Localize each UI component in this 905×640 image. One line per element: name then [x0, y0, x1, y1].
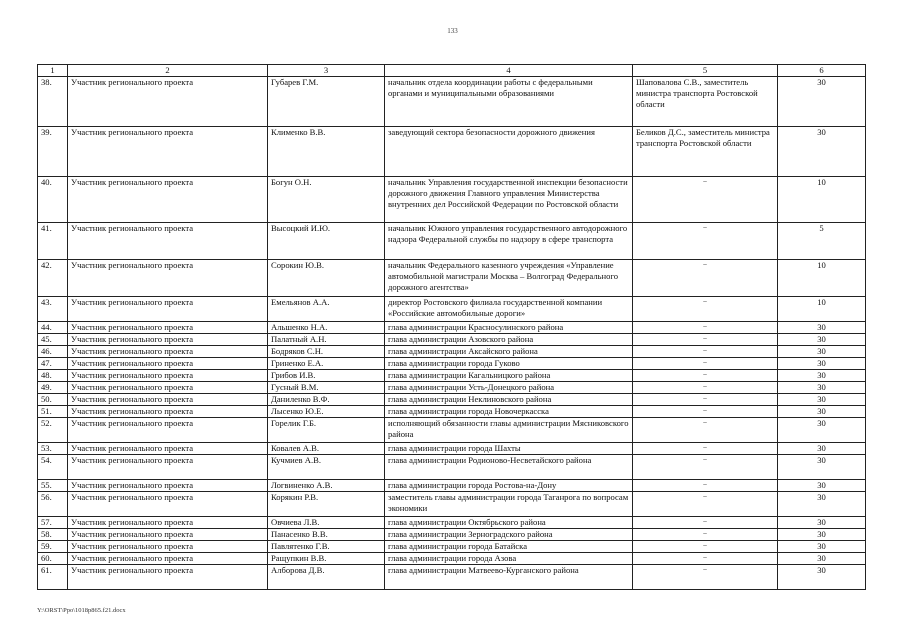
row-role: Участник регионального проекта	[68, 334, 268, 346]
row-position: заведующий сектора безопасности дорожного движения	[385, 127, 633, 177]
table-row	[38, 455, 866, 480]
row-value: 10	[778, 260, 866, 297]
row-name: Панасенко В.В.	[268, 529, 385, 541]
row-number: 47.	[38, 358, 68, 370]
header-col-4: 4	[385, 65, 633, 77]
row-role: Участник регионального проекта	[68, 418, 268, 443]
row-number: 39.	[38, 127, 68, 177]
table-row	[38, 553, 866, 565]
row-role: Участник регионального проекта	[68, 541, 268, 553]
table-row	[38, 358, 866, 370]
row-position: глава администрации Азовского района	[385, 334, 633, 346]
row-supervisor: –	[633, 382, 778, 394]
table-row	[38, 77, 866, 127]
table-row	[38, 223, 866, 260]
row-position: начальник отдела координации работы с федеральными органами и муниципальными образованиями	[385, 77, 633, 127]
row-position: глава администрации Усть-Донецкого района	[385, 382, 633, 394]
table-row	[38, 418, 866, 443]
row-role: Участник регионального проекта	[68, 517, 268, 529]
row-number: 44.	[38, 322, 68, 334]
row-position: глава администрации Октябрьского района	[385, 517, 633, 529]
table-row	[38, 370, 866, 382]
row-name: Клименко В.В.	[268, 127, 385, 177]
row-name: Павлятенко Г.В.	[268, 541, 385, 553]
row-role: Участник регионального проекта	[68, 77, 268, 127]
row-number: 54.	[38, 455, 68, 480]
row-position: директор Ростовского филиала государственной компании «Российские автомобильные дороги»	[385, 297, 633, 322]
row-supervisor: –	[633, 346, 778, 358]
row-supervisor: –	[633, 492, 778, 517]
row-value: 30	[778, 382, 866, 394]
table-row	[38, 346, 866, 358]
row-role: Участник регионального проекта	[68, 370, 268, 382]
table-row	[38, 260, 866, 297]
row-role: Участник регионального проекта	[68, 382, 268, 394]
row-supervisor: –	[633, 455, 778, 480]
row-name: Алборова Д.В.	[268, 565, 385, 590]
row-position: исполняющий обязанности главы администрации Мясниковского района	[385, 418, 633, 443]
row-name: Гусный В.М.	[268, 382, 385, 394]
row-supervisor: –	[633, 418, 778, 443]
row-position: глава администрации города Шахты	[385, 443, 633, 455]
row-supervisor: Шаповалова С.В., заместитель министра транспорта Ростовской области	[633, 77, 778, 127]
table-row	[38, 297, 866, 322]
row-supervisor: –	[633, 553, 778, 565]
row-position: глава администрации Зерноградского района	[385, 529, 633, 541]
row-role: Участник регионального проекта	[68, 529, 268, 541]
row-role: Участник регионального проекта	[68, 480, 268, 492]
row-position: глава администрации города Гуково	[385, 358, 633, 370]
row-role: Участник регионального проекта	[68, 297, 268, 322]
row-position: начальник Управления государственной инспекции безопасности дорожного движения Главного управления Министерства внутренних дел Российской Федерации по Ростовской области	[385, 177, 633, 223]
row-number: 53.	[38, 443, 68, 455]
row-name: Ковалев А.В.	[268, 443, 385, 455]
table-row	[38, 529, 866, 541]
row-role: Участник регионального проекта	[68, 223, 268, 260]
row-name: Лысенко Ю.Е.	[268, 406, 385, 418]
row-value: 30	[778, 455, 866, 480]
row-name: Грибов И.В.	[268, 370, 385, 382]
row-role: Участник регионального проекта	[68, 565, 268, 590]
row-value: 30	[778, 77, 866, 127]
table-row	[38, 406, 866, 418]
participants-table	[37, 64, 866, 590]
row-supervisor: –	[633, 297, 778, 322]
row-role: Участник регионального проекта	[68, 346, 268, 358]
row-number: 58.	[38, 529, 68, 541]
row-name: Логвиненко А.В.	[268, 480, 385, 492]
row-supervisor: –	[633, 480, 778, 492]
table-row	[38, 517, 866, 529]
row-supervisor: –	[633, 334, 778, 346]
footer-file-path: Y:\ORST\Ppo\1018p865.f21.docx	[37, 607, 126, 614]
row-number: 42.	[38, 260, 68, 297]
row-value: 30	[778, 541, 866, 553]
row-position: начальник Южного управления государственного автодорожного надзора Федеральной службы по надзору в сфере транспорта	[385, 223, 633, 260]
row-role: Участник регионального проекта	[68, 394, 268, 406]
row-supervisor: –	[633, 406, 778, 418]
row-value: 30	[778, 127, 866, 177]
row-number: 46.	[38, 346, 68, 358]
row-supervisor: –	[633, 443, 778, 455]
row-supervisor: –	[633, 177, 778, 223]
row-position: глава администрации города Батайска	[385, 541, 633, 553]
row-position: глава администрации города Новочеркасска	[385, 406, 633, 418]
table-row	[38, 492, 866, 517]
row-number: 38.	[38, 77, 68, 127]
row-value: 30	[778, 358, 866, 370]
row-value: 30	[778, 406, 866, 418]
table-row	[38, 394, 866, 406]
row-name: Бодряков С.Н.	[268, 346, 385, 358]
row-number: 52.	[38, 418, 68, 443]
row-number: 40.	[38, 177, 68, 223]
row-number: 43.	[38, 297, 68, 322]
row-role: Участник регионального проекта	[68, 177, 268, 223]
row-role: Участник регионального проекта	[68, 455, 268, 480]
header-col-6: 6	[778, 65, 866, 77]
row-position: заместитель главы администрации города Таганрога по вопросам экономики	[385, 492, 633, 517]
header-col-3: 3	[268, 65, 385, 77]
row-position: глава администрации Красносулинского района	[385, 322, 633, 334]
row-number: 61.	[38, 565, 68, 590]
row-role: Участник регионального проекта	[68, 492, 268, 517]
row-role: Участник регионального проекта	[68, 260, 268, 297]
table-row	[38, 382, 866, 394]
row-value: 30	[778, 565, 866, 590]
table-row	[38, 541, 866, 553]
row-role: Участник регионального проекта	[68, 553, 268, 565]
row-value: 30	[778, 370, 866, 382]
row-name: Сорокин Ю.В.	[268, 260, 385, 297]
row-position: глава администрации города Ростова-на-Дону	[385, 480, 633, 492]
row-position: начальник Федерального казенного учреждения «Управление автомобильной магистрали Москва – Волгоград Федерального дорожного агентства»	[385, 260, 633, 297]
row-supervisor: –	[633, 517, 778, 529]
row-value: 30	[778, 334, 866, 346]
row-name: Губарев Г.М.	[268, 77, 385, 127]
row-value: 10	[778, 297, 866, 322]
row-position: глава администрации города Азова	[385, 553, 633, 565]
row-name: Высоцкий И.Ю.	[268, 223, 385, 260]
row-name: Альшенко Н.А.	[268, 322, 385, 334]
row-number: 45.	[38, 334, 68, 346]
row-number: 48.	[38, 370, 68, 382]
row-value: 30	[778, 480, 866, 492]
row-name: Даниленко В.Ф.	[268, 394, 385, 406]
row-value: 10	[778, 177, 866, 223]
row-value: 30	[778, 418, 866, 443]
table-row	[38, 177, 866, 223]
table-row	[38, 443, 866, 455]
row-value: 30	[778, 492, 866, 517]
page-number: 133	[447, 27, 458, 35]
row-role: Участник регионального проекта	[68, 127, 268, 177]
row-role: Участник регионального проекта	[68, 443, 268, 455]
row-value: 30	[778, 529, 866, 541]
row-number: 57.	[38, 517, 68, 529]
row-name: Ращупкин В.В.	[268, 553, 385, 565]
row-position: глава администрации Аксайского района	[385, 346, 633, 358]
row-number: 56.	[38, 492, 68, 517]
row-supervisor: –	[633, 260, 778, 297]
row-role: Участник регионального проекта	[68, 322, 268, 334]
table-row	[38, 334, 866, 346]
row-value: 30	[778, 443, 866, 455]
row-supervisor: –	[633, 370, 778, 382]
row-value: 30	[778, 322, 866, 334]
table-row	[38, 480, 866, 492]
row-number: 50.	[38, 394, 68, 406]
row-supervisor: Беликов Д.С., заместитель министра транспорта Ростовской области	[633, 127, 778, 177]
table-body	[38, 77, 866, 590]
row-position: глава администрации Матвеево-Курганского района	[385, 565, 633, 590]
row-name: Палатный А.Н.	[268, 334, 385, 346]
row-name: Кучмиев А.В.	[268, 455, 385, 480]
row-number: 59.	[38, 541, 68, 553]
header-col-1: 1	[38, 65, 68, 77]
row-role: Участник регионального проекта	[68, 358, 268, 370]
row-name: Горелик Г.Б.	[268, 418, 385, 443]
row-name: Емельянов А.А.	[268, 297, 385, 322]
row-supervisor: –	[633, 529, 778, 541]
table-header-row	[38, 65, 866, 77]
row-name: Гриненко Е.А.	[268, 358, 385, 370]
row-number: 55.	[38, 480, 68, 492]
row-value: 30	[778, 394, 866, 406]
row-value: 30	[778, 553, 866, 565]
row-supervisor: –	[633, 565, 778, 590]
row-name: Богун О.Н.	[268, 177, 385, 223]
row-value: 30	[778, 346, 866, 358]
header-col-2: 2	[68, 65, 268, 77]
row-role: Участник регионального проекта	[68, 406, 268, 418]
row-supervisor: –	[633, 223, 778, 260]
table-row	[38, 565, 866, 590]
header-col-5: 5	[633, 65, 778, 77]
row-supervisor: –	[633, 541, 778, 553]
row-value: 5	[778, 223, 866, 260]
row-position: глава администрации Неклиновского района	[385, 394, 633, 406]
row-supervisor: –	[633, 358, 778, 370]
row-position: глава администрации Родионово-Несветайского района	[385, 455, 633, 480]
table-row	[38, 127, 866, 177]
row-supervisor: –	[633, 322, 778, 334]
row-position: глава администрации Кагальницкого района	[385, 370, 633, 382]
row-number: 51.	[38, 406, 68, 418]
row-name: Корякин Р.В.	[268, 492, 385, 517]
table-row	[38, 322, 866, 334]
row-number: 49.	[38, 382, 68, 394]
row-number: 41.	[38, 223, 68, 260]
row-number: 60.	[38, 553, 68, 565]
row-name: Овчиева Л.В.	[268, 517, 385, 529]
row-supervisor: –	[633, 394, 778, 406]
row-value: 30	[778, 517, 866, 529]
